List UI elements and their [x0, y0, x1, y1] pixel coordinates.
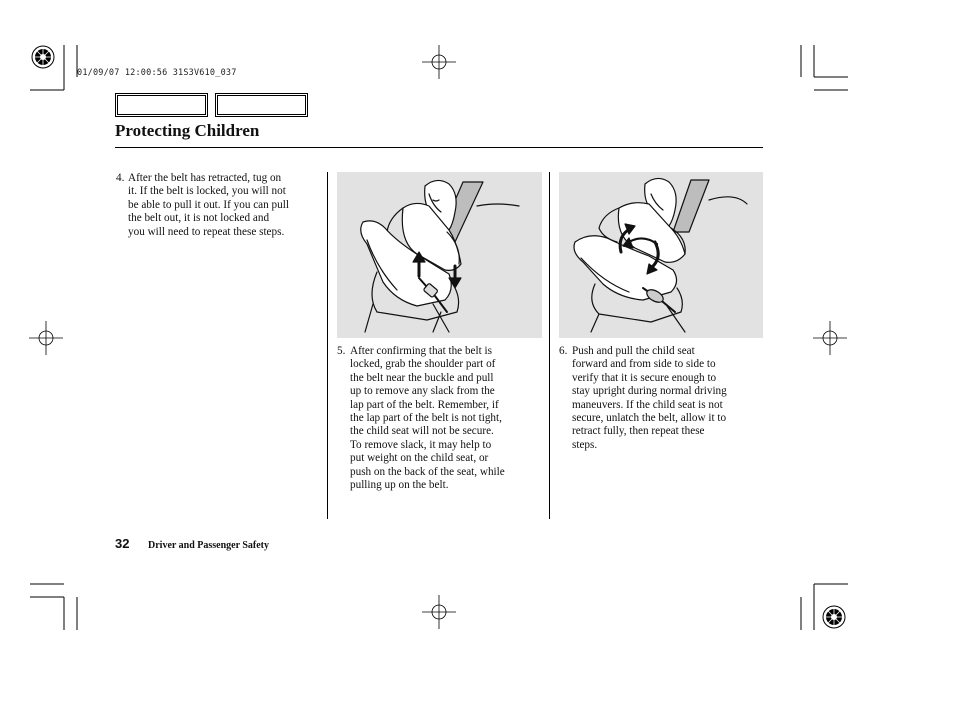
step-number: 5.	[337, 345, 346, 357]
step-text	[128, 172, 289, 239]
text-line: Push and pull the child seat	[572, 345, 695, 357]
column-divider-1	[327, 172, 328, 519]
print-stamp: 01/09/07 12:00:56 31S3V610_037	[77, 68, 237, 78]
header-tab-box-2	[215, 93, 308, 117]
text-line: the lap part of the belt is not tight,	[350, 412, 502, 425]
text-line: you will need to repeat these steps.	[128, 225, 285, 238]
text-line: After confirming that the belt is	[350, 345, 492, 357]
header-tab-box-1	[115, 93, 208, 117]
column-divider-2	[549, 172, 550, 519]
text-line: the belt near the buckle and pull	[350, 371, 494, 384]
section-name: Driver and Passenger Safety	[148, 540, 270, 551]
person-pulling-seat-belt-illustration	[337, 172, 542, 338]
text-line: locked, grab the shoulder part of	[350, 358, 496, 371]
text-line: be able to pull it out. If you can pull	[128, 198, 289, 211]
text-line: the child seat will not be secure.	[350, 425, 494, 438]
text-line: stay upright during normal driving	[572, 385, 727, 398]
text-line: the belt out, it is not locked and	[128, 212, 270, 225]
step-text	[572, 345, 727, 452]
text-line: To remove slack, it may help to	[350, 438, 492, 451]
text-line: up to remove any slack from the	[350, 385, 495, 398]
illustration-pull-belt	[337, 172, 542, 338]
text-line: forward and from side to side to	[572, 358, 716, 371]
text-line: verify that it is secure enough to	[572, 371, 717, 384]
step-4	[116, 172, 324, 242]
step-6	[559, 345, 765, 455]
text-line: steps.	[572, 438, 598, 451]
page-title: Protecting Children	[115, 121, 260, 140]
step-number: 4.	[116, 172, 125, 184]
step-text	[350, 345, 505, 492]
step-5	[337, 345, 543, 495]
step-number: 6.	[559, 345, 568, 357]
text-line: After the belt has retracted, tug on	[128, 172, 282, 184]
text-line: push on the back of the seat, while	[350, 465, 505, 478]
text-line: pulling up on the belt.	[350, 479, 449, 492]
person-rocking-child-seat-illustration	[559, 172, 763, 338]
illustration-rock-seat	[559, 172, 763, 338]
text-line: put weight on the child seat, or	[350, 452, 489, 465]
text-line: retract fully, then repeat these	[572, 425, 705, 438]
text-line: maneuvers. If the child seat is not	[572, 398, 723, 411]
page-number: 32	[115, 536, 130, 551]
text-line: it. If the belt is locked, you will not	[128, 185, 286, 198]
title-rule	[115, 147, 763, 148]
text-line: lap part of the belt. Remember, if	[350, 398, 499, 411]
text-line: secure, unlatch the belt, allow it to	[572, 412, 727, 425]
